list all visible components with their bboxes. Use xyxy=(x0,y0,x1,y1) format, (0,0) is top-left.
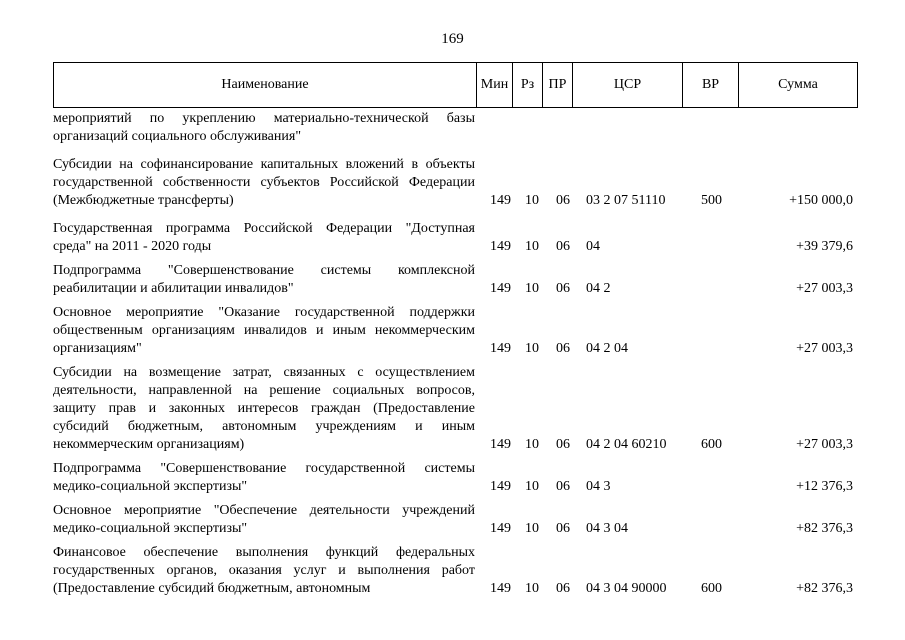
row-sum: +82 376,3 xyxy=(796,521,853,536)
row-pr: 06 xyxy=(556,437,570,452)
row-sum: +12 376,3 xyxy=(796,479,853,494)
row-pr: 06 xyxy=(556,581,570,596)
row-min: 149 xyxy=(490,281,511,296)
row-name: Финансовое обеспечение выполнения функций федеральных государственных органов, оказания услуг и выполнения работ (Предоставление субсидий бюджетным, автономным xyxy=(53,545,475,596)
row-min: 149 xyxy=(490,193,511,208)
row-vr: 500 xyxy=(701,193,722,208)
row-pr: 06 xyxy=(556,521,570,536)
row-min: 149 xyxy=(490,239,511,254)
row-rz: 10 xyxy=(525,479,539,494)
row-vr: 600 xyxy=(701,437,722,452)
row-sum: +27 003,3 xyxy=(796,341,853,356)
table-row xyxy=(53,364,858,454)
header-min: Мин xyxy=(477,63,513,107)
row-rz: 10 xyxy=(525,437,539,452)
row-pr: 06 xyxy=(556,239,570,254)
row-min: 149 xyxy=(490,479,511,494)
row-name: Субсидии на софинансирование капитальных вложений в объекты государственной собственности субъектов Российской Федерации (Межбюджетные трансферты) xyxy=(53,157,475,208)
row-min: 149 xyxy=(490,581,511,596)
row-csr: 03 2 07 51110 xyxy=(586,193,666,208)
row-csr: 04 xyxy=(586,239,600,254)
header-pr: ПР xyxy=(543,63,573,107)
row-name: Субсидии на возмещение затрат, связанных с осуществлением деятельности, направленной на решение социальных вопросов, защиту прав и законных интересов граждан (Предоставление субсидий бюджетным, автономным учреждениям и иным некоммерческим организациям) xyxy=(53,365,475,452)
row-name: Основное мероприятие "Обеспечение деятельности учреждений медико-социальной экспертизы" xyxy=(53,503,475,536)
row-rz: 10 xyxy=(525,581,539,596)
row-pr: 06 xyxy=(556,193,570,208)
row-min: 149 xyxy=(490,437,511,452)
table-body xyxy=(53,108,858,598)
row-pr: 06 xyxy=(556,341,570,356)
row-rz: 10 xyxy=(525,193,539,208)
table-row xyxy=(53,220,858,256)
row-csr: 04 2 04 xyxy=(586,341,628,356)
row-name: Основное мероприятие "Оказание государственной поддержки общественным организациям инвалидов и иным некоммерческим организациям" xyxy=(53,305,475,356)
table-row xyxy=(53,502,858,538)
row-sum: +27 003,3 xyxy=(796,281,853,296)
row-rz: 10 xyxy=(525,281,539,296)
row-name: Государственная программа Российской Федерации "Доступная среда" на 2011 - 2020 годы xyxy=(53,221,475,254)
header-sum: Сумма xyxy=(778,77,818,92)
row-csr: 04 3 04 90000 xyxy=(586,581,667,596)
table-row xyxy=(53,262,858,298)
row-csr: 04 2 xyxy=(586,281,611,296)
row-csr: 04 3 xyxy=(586,479,611,494)
row-csr: 04 2 04 60210 xyxy=(586,437,667,452)
table-row xyxy=(53,304,858,358)
row-sum: +27 003,3 xyxy=(796,437,853,452)
row-name: мероприятий по укреплению материально-технической базы организаций социального обслуживания" xyxy=(53,111,475,144)
header-rz: Рз xyxy=(513,63,543,107)
table-row xyxy=(53,460,858,496)
table-header xyxy=(53,62,858,108)
page-number: 169 xyxy=(441,31,464,47)
table-row xyxy=(53,156,858,210)
table-row xyxy=(53,110,858,146)
header-name: Наименование xyxy=(54,63,477,107)
row-rz: 10 xyxy=(525,239,539,254)
row-min: 149 xyxy=(490,341,511,356)
row-rz: 10 xyxy=(525,521,539,536)
row-csr: 04 3 04 xyxy=(586,521,628,536)
table-row xyxy=(53,544,858,598)
row-min: 149 xyxy=(490,521,511,536)
row-vr: 600 xyxy=(701,581,722,596)
row-sum: +82 376,3 xyxy=(796,581,853,596)
row-sum: +150 000,0 xyxy=(789,193,853,208)
row-pr: 06 xyxy=(556,479,570,494)
row-name: Подпрограмма "Совершенствование государственной системы медико-социальной экспертизы" xyxy=(53,461,475,494)
header-csr: ЦСР xyxy=(573,63,683,107)
header-vr: ВР xyxy=(683,63,739,107)
row-pr: 06 xyxy=(556,281,570,296)
row-rz: 10 xyxy=(525,341,539,356)
row-sum: +39 379,6 xyxy=(796,239,853,254)
row-name: Подпрограмма "Совершенствование системы комплексной реабилитации и абилитации инвалидов" xyxy=(53,263,475,296)
